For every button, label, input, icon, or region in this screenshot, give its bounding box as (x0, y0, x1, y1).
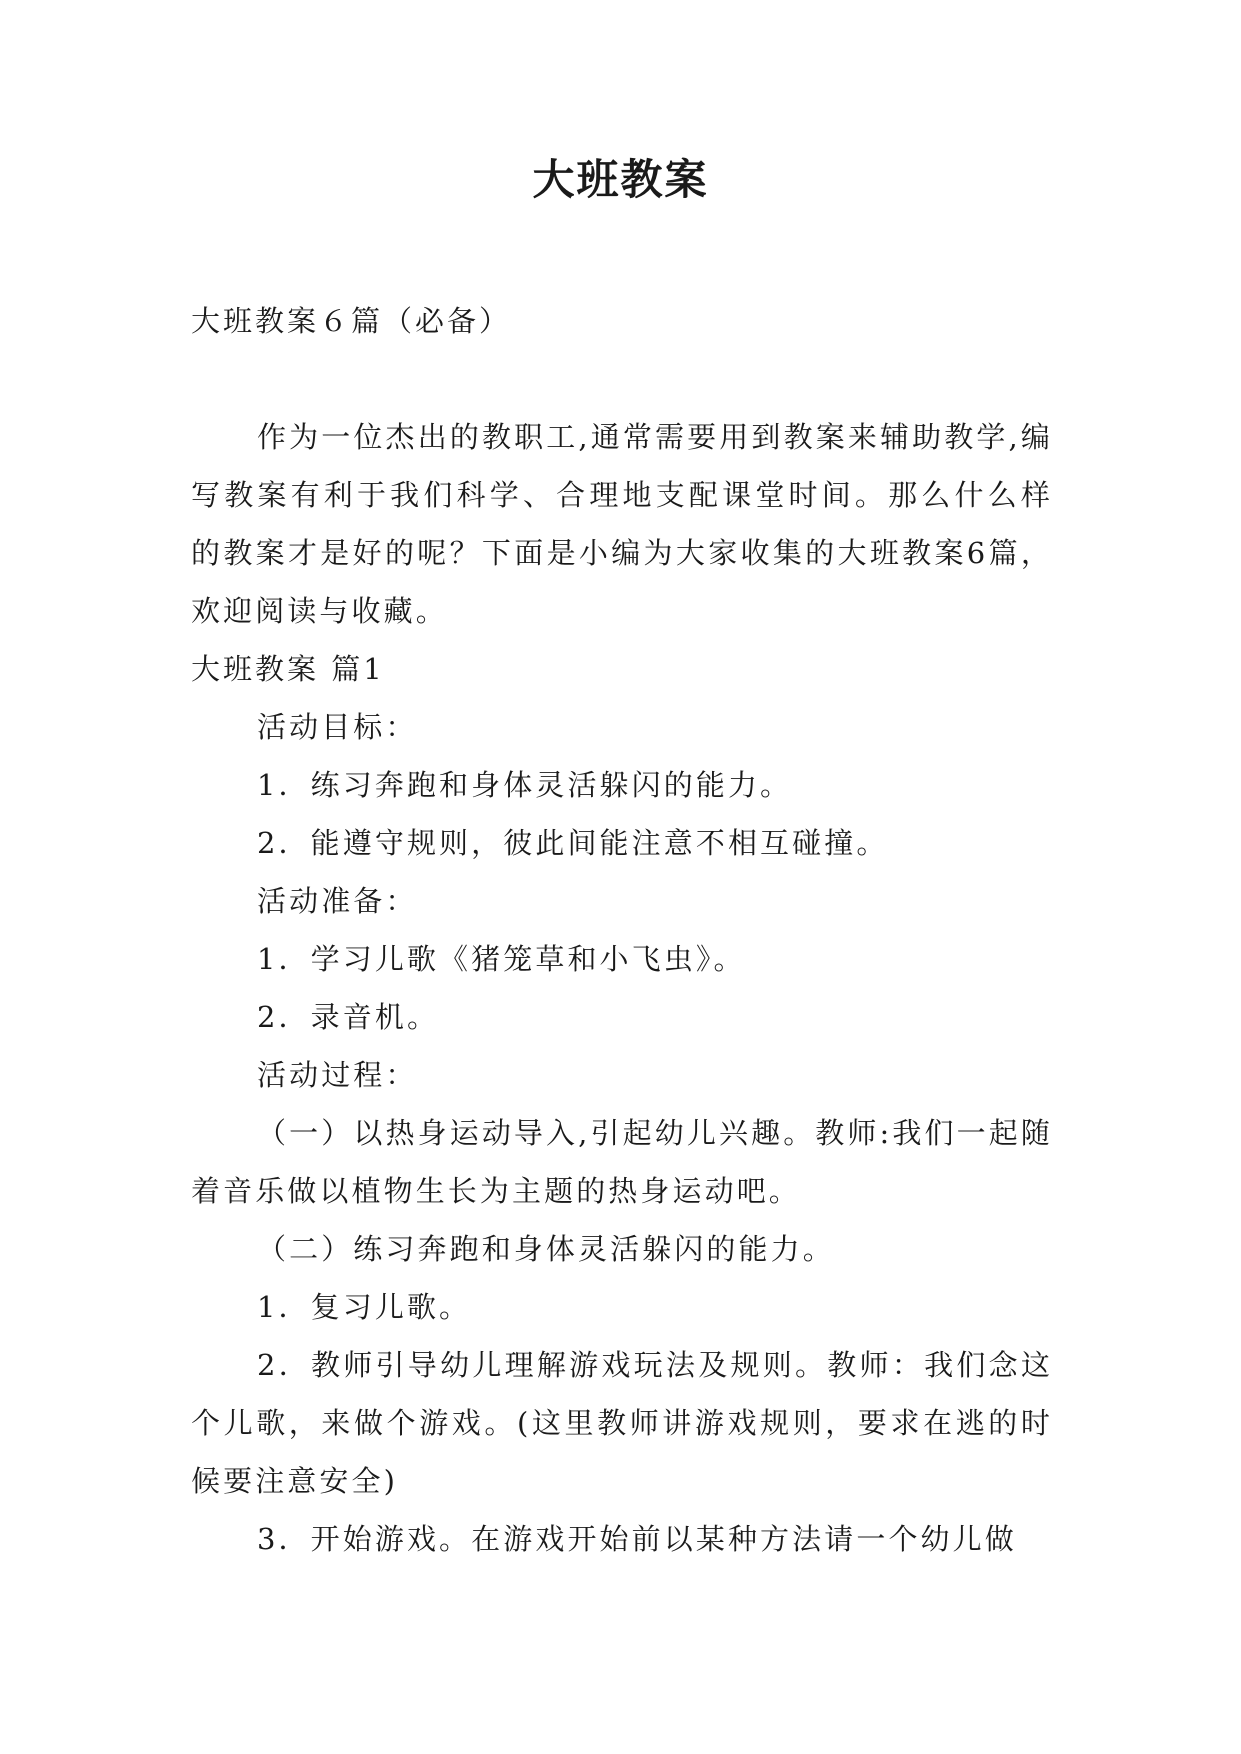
paragraph: 3．开始游戏。在游戏开始前以某种方法请一个幼儿做 (257, 1522, 1017, 1556)
paragraph: 2．能遵守规则，彼此间能注意不相互碰撞。 (257, 826, 889, 860)
paragraph: 1．学习儿歌《猪笼草和小飞虫》。 (257, 942, 746, 976)
paragraph: 1．复习儿歌。 (257, 1290, 472, 1324)
paragraph: （二）练习奔跑和身体灵活躲闪的能力。 (257, 1232, 835, 1266)
intro-paragraph: 作为一位杰出的教职工,通常需要用到教案来辅助教学,编写教案有利于我们科学、合理地支配课堂时间。那么什么样的教案才是好的呢？下面是小编为大家收集的大班教案6篇，欢迎阅读与收藏。 (191, 420, 1053, 628)
section-heading: 大班教案 篇1 (191, 652, 385, 686)
paragraph: 2．录音机。 (257, 1000, 440, 1034)
document-subtitle: 大班教案６篇（必备） (191, 304, 512, 338)
document-body (191, 292, 1053, 1568)
paragraph: 活动目标： (257, 710, 418, 744)
paragraph: 2．教师引导幼儿理解游戏玩法及规则。教师：我们念这个儿歌，来做个游戏。(这里教师讲游戏规则，要求在逃的时候要注意安全) (191, 1348, 1053, 1498)
paragraph: 1．练习奔跑和身体灵活躲闪的能力。 (257, 768, 793, 802)
document-title: 大班教案 (532, 155, 709, 204)
paragraph: （一）以热身运动导入,引起幼儿兴趣。教师:我们一起随着音乐做以植物生长为主题的热身运动吧。 (191, 1116, 1053, 1208)
paragraph: 活动过程： (257, 1058, 418, 1092)
paragraph: 活动准备： (257, 884, 418, 918)
